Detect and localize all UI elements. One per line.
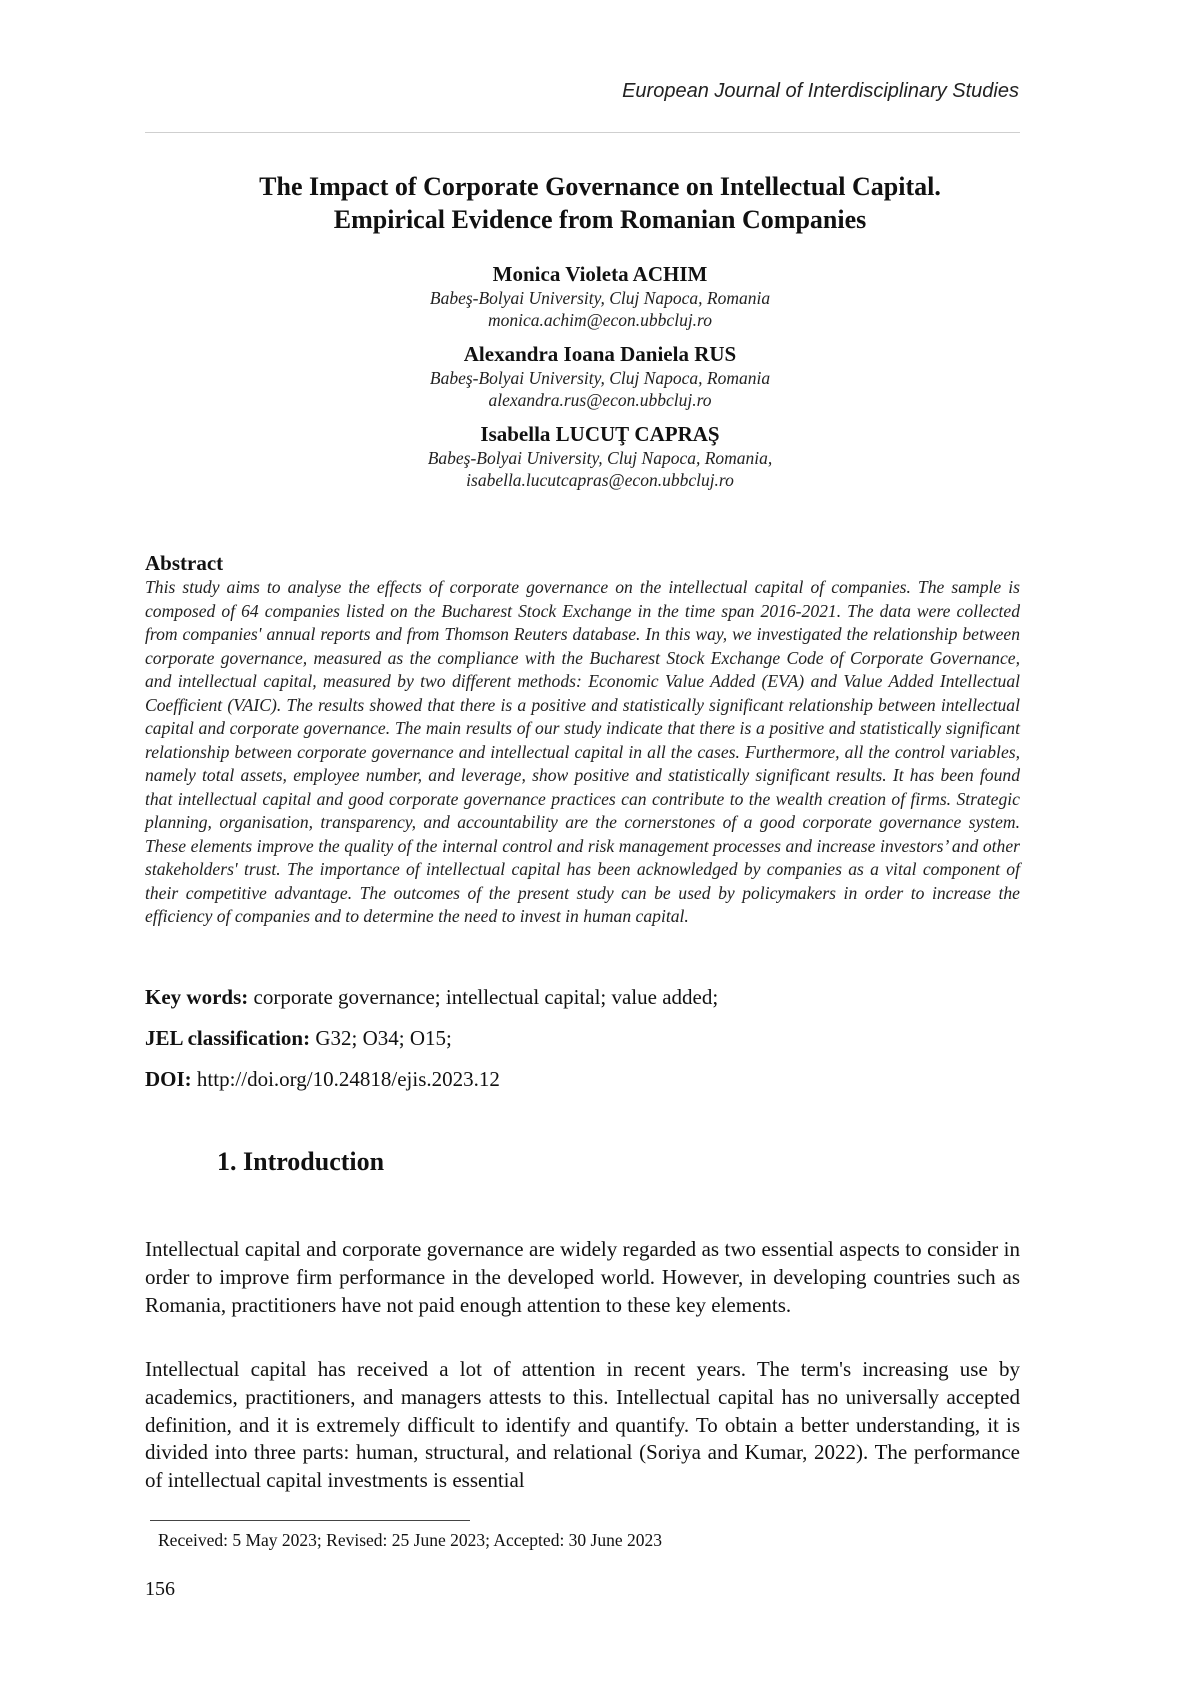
abstract-heading: Abstract — [145, 551, 224, 575]
author-email[interactable]: alexandra.rus@econ.ubbcluj.ro — [488, 390, 712, 410]
author-email[interactable]: isabella.lucutcapras@econ.ubbcluj.ro — [466, 470, 734, 490]
author-name: Alexandra Ioana Daniela RUS — [463, 342, 737, 366]
body-paragraph: Intellectual capital has received a lot of attention in recent years. The term's increasing use by academics, practitioners, and managers attests to this. Intellectual capital has no universally accepted definition, and it is extremely difficult to identify and quantify. To obtain a better understanding, it is divided into three parts: human, structural, and relational (Soriya and Kumar, 2022). The performance of intellectual capital investments is essential — [145, 1357, 1020, 1493]
jel-line — [145, 1026, 1020, 1051]
author-block — [145, 261, 1055, 331]
doi-line — [145, 1067, 1020, 1092]
section-heading-introduction: 1. Introduction — [217, 1147, 385, 1176]
author-name: Monica Violeta ACHIM — [492, 262, 708, 286]
author-block — [145, 421, 1055, 491]
author-name: Isabella LUCUŢ CAPRAŞ — [480, 422, 720, 446]
page-number: 156 — [145, 1578, 175, 1600]
author-list — [145, 261, 1055, 501]
author-affiliation: Babeş-Bolyai University, Cluj Napoca, Romania, — [427, 448, 773, 468]
jel-value: G32; O34; O15; — [310, 1026, 452, 1050]
keywords-label: Key words: — [145, 985, 249, 1009]
keywords-value: corporate governance; intellectual capital; value added; — [248, 985, 719, 1009]
footnote-rule — [150, 1520, 470, 1521]
author-affiliation: Babeş-Bolyai University, Cluj Napoca, Romania — [429, 368, 771, 388]
journal-running-header: European Journal of Interdisciplinary Studies — [622, 80, 1019, 102]
keywords-line — [145, 985, 1020, 1010]
author-email[interactable]: monica.achim@econ.ubbcluj.ro — [488, 310, 712, 330]
paper-title — [145, 170, 1055, 236]
jel-label: JEL classification: — [145, 1026, 311, 1050]
footnote-dates: Received: 5 May 2023; Revised: 25 June 2023; Accepted: 30 June 2023 — [158, 1530, 663, 1550]
title-line-2: Empirical Evidence from Romanian Companies — [333, 205, 867, 234]
author-affiliation: Babeş-Bolyai University, Cluj Napoca, Romania — [429, 288, 771, 308]
doi-label: DOI: — [145, 1067, 192, 1091]
abstract-text: This study aims to analyse the effects of corporate governance on the intellectual capital of companies. The sample is composed of 64 companies listed on the Bucharest Stock Exchange in the time span 2016-2021. The data were collected from companies' annual reports and from Thomson Reuters database. In this way, we investigated the relationship between corporate governance, measured as the compliance with the Bucharest Stock Exchange Code of Corporate Governance, and intellectual capital, measured by two different methods: Economic Value Added (EVA) and Value Added Intellectual Coefficient (VAIC). The results showed that there is a positive and statistically significant relationship between intellectual capital and corporate governance. The main results of our study indicate that there is a positive and statistically significant relationship between corporate governance and intellectual capital in all the cases. Furthermore, all the control variables, namely total assets, employee number, and leverage, show positive and statistically significant results. It has been found that intellectual capital and good corporate governance practices can contribute to the wealth creation of firms. Strategic planning, organisation, transparency, and accountability are the cornerstones of a good corporate governance system. These elements improve the quality of the internal control and risk management processes and increase investors’ and other stakeholders' trust. The importance of intellectual capital has been acknowledged by companies as a vital component of their competitive advantage. The outcomes of the present study can be used by policymakers in order to increase the efficiency of companies and to determine the need to invest in human capital. — [145, 577, 1020, 926]
header-rule — [145, 132, 1020, 133]
author-block — [145, 341, 1055, 411]
title-line-1: The Impact of Corporate Governance on Intellectual Capital. — [259, 172, 941, 201]
abstract-section — [145, 550, 1020, 929]
doi-link[interactable]: http://doi.org/10.24818/ejis.2023.12 — [191, 1067, 500, 1091]
body-paragraph: Intellectual capital and corporate governance are widely regarded as two essential aspects to consider in order to improve firm performance in the developed world. However, in developing countries such as Romania, practitioners have not paid enough attention to these key elements. — [145, 1237, 1020, 1317]
